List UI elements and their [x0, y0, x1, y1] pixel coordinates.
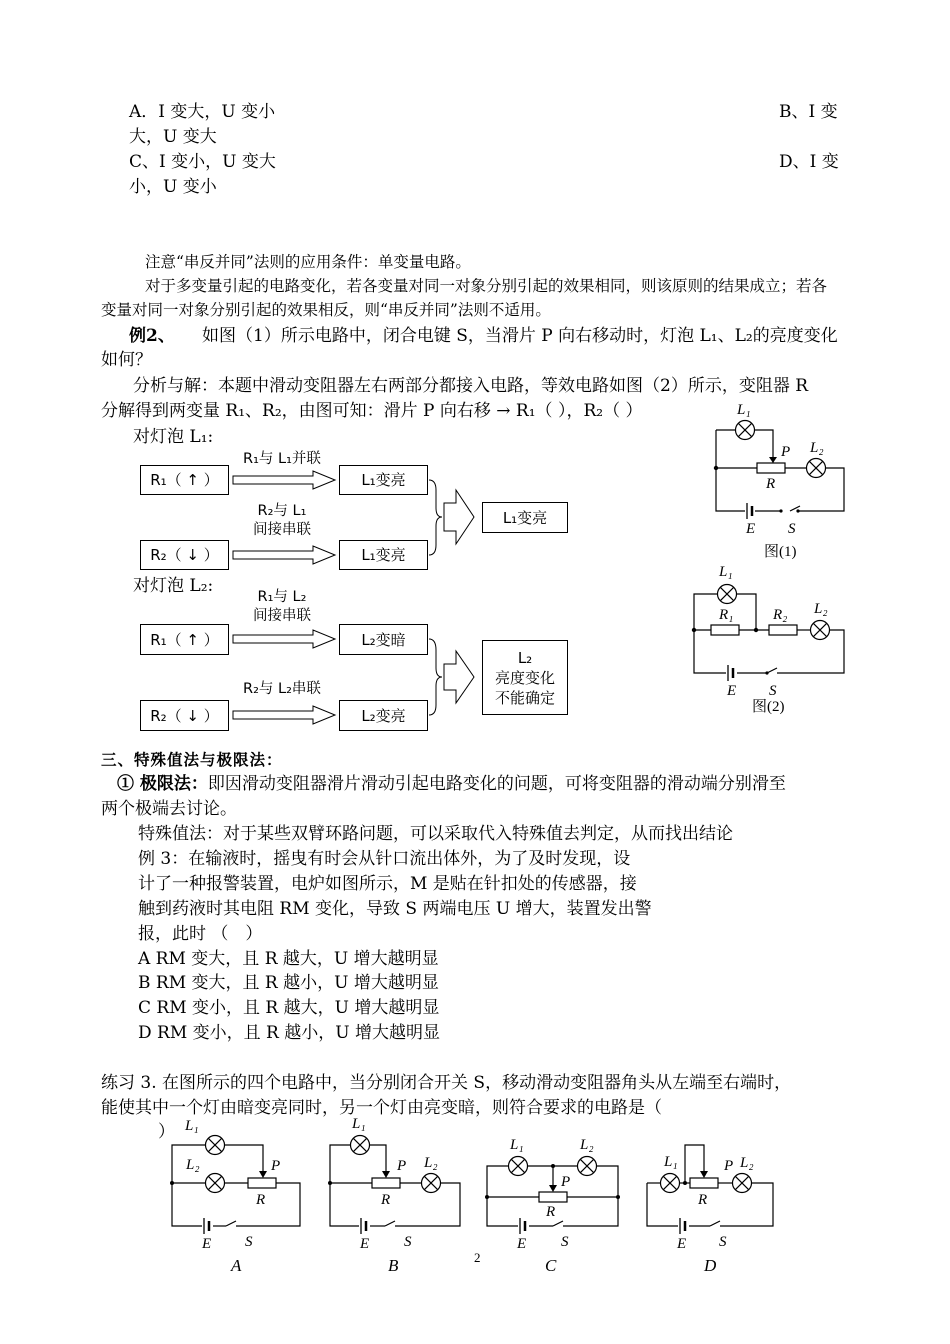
- circuit-a-caption: A: [231, 1256, 242, 1275]
- option-c: C、I 变小，U 变大: [129, 152, 276, 172]
- flow-l2-final-line3: 不能确定: [494, 688, 555, 707]
- fig2-label-r1: R₁: [719, 607, 734, 623]
- example3-option-d: D RM 变小，且 R 越小，U 增大越明显: [138, 1023, 440, 1043]
- circuit-d-label-l2: L₂: [740, 1155, 754, 1171]
- option-b-tail: 大，U 变大: [129, 127, 217, 147]
- option-b-head: B、I 变: [779, 102, 838, 122]
- circuit-b-label-l2: L₂: [424, 1155, 438, 1171]
- note-line3: 变量对同一对象分别引起的效果相反，则“串反并同”法则不适用。: [101, 301, 551, 319]
- option-d-tail: 小，U 变小: [129, 177, 217, 197]
- flow-l2-r1-label1: R₁与 L₂: [257, 589, 307, 605]
- circuit-b-label-p: P: [397, 1158, 407, 1174]
- fig1-label-l1: L₁: [737, 402, 751, 418]
- example3-line3: 触到药液时其电阻 RM 变化，导致 S 两端电压 U 增大，装置发出警: [138, 899, 652, 919]
- flow-l1-final: L₁变亮: [482, 502, 568, 533]
- circuit-d-battery: [680, 1218, 685, 1234]
- flow-l1-r2-result: L₁变亮: [339, 540, 428, 570]
- example3-option-b: B RM 变大，且 R 越小，U 增大越明显: [138, 973, 439, 993]
- fig1-label-e: E: [746, 521, 756, 537]
- circuit-c-label-r: R: [546, 1204, 556, 1220]
- circuit-a-lamp-l1: [206, 1136, 225, 1155]
- circuit-c-label-e: E: [517, 1236, 527, 1252]
- circuit-d-label-l1: L₁: [664, 1154, 678, 1170]
- page-number: 2: [474, 1250, 481, 1265]
- flow-l2-r2-label: R₂与 L₂串联: [243, 681, 321, 697]
- section3-heading: 三、特殊值法与极限法：: [101, 750, 283, 769]
- example3-line1: 例 3：在输液时，摇曳有时会从针口流出体外，为了及时发现，设: [138, 849, 631, 869]
- circuit-c-rheostat: [539, 1192, 567, 1202]
- flow-l1-r1-box: R₁（ ↑ ）: [140, 465, 229, 495]
- flow-l2-r1-box: R₁（ ↑ ）: [140, 624, 229, 655]
- analysis-line1: 分析与解：本题中滑动变阻器左右两部分都接入电路，等效电路如图（2）所示，变阻器 R: [133, 376, 809, 396]
- fig1-label-s: S: [788, 521, 796, 537]
- circuit-a-rheostat: [248, 1178, 276, 1188]
- flow-l1-r1-result: L₁变亮: [339, 465, 428, 495]
- circuit-b-lamp-l1: [351, 1136, 370, 1155]
- fig2-label-e: E: [727, 683, 737, 699]
- circuit-b-battery: [361, 1218, 366, 1234]
- circuit-c-label-s: S: [561, 1234, 569, 1250]
- circuit-b-lamp-l2: [422, 1174, 441, 1193]
- circuit-a-label-p: P: [271, 1158, 281, 1174]
- circuit-d-label-r: R: [698, 1192, 708, 1208]
- fig2-label-s: S: [769, 683, 777, 699]
- flow-l2-final-line1: L₂: [517, 648, 533, 667]
- example3-line4: 报，此时 （ ）: [138, 924, 263, 944]
- fig2-label-l2: L₂: [814, 601, 828, 617]
- flow-l1-r2-label1: R₂与 L₁: [257, 503, 307, 519]
- example3-line2: 计了一种报警装置，电炉如图所示，M 是贴在针扣处的传感器，接: [138, 874, 637, 894]
- circuit-a-label-s: S: [245, 1234, 253, 1250]
- flow-l1-r1-arrow-label: R₁与 L₁并联: [243, 451, 321, 467]
- circuit-b-label-r: R: [381, 1192, 391, 1208]
- note-line1: 注意“串反并同”法则的应用条件：单变量电路。: [145, 253, 471, 271]
- circuit-b-label-e: E: [360, 1236, 370, 1252]
- analysis-line2: 分解得到两变量 R₁、R₂，由图可知：滑片 P 向右移 → R₁（ ），R₂（ ）: [101, 401, 643, 421]
- limit-method-label: ① 极限法：: [117, 774, 208, 794]
- circuit-c-lamp-l2: [578, 1157, 597, 1176]
- circuit-a-label-r: R: [256, 1192, 266, 1208]
- circuit-b-label-s: S: [404, 1234, 412, 1250]
- practice3-line1: 练习 3. 在图所示的四个电路中，当分别闭合开关 S，移动滑动变阻器角头从左端至右端时，: [101, 1073, 792, 1093]
- flow-l2-r2-box: R₂（ ↓ ）: [140, 700, 229, 731]
- fig1-caption: 图(1): [764, 544, 797, 560]
- limit-method-line2: 两个极端去讨论。: [101, 799, 237, 819]
- circuit-a-label-l1: L₁: [185, 1118, 199, 1134]
- special-value-method: 特殊值法：对于某些双臂环路问题，可以采取代入特殊值去判定，从而找出结论: [138, 824, 733, 844]
- circuit-b-label-l1: L₁: [352, 1116, 366, 1132]
- limit-method-text: 即因滑动变阻器滑片滑动引起电路变化的问题，可将变阻器的滑动端分别滑至: [207, 774, 786, 794]
- circuit-c-battery: [520, 1218, 525, 1234]
- circuit-d-lamp-l2: [733, 1174, 752, 1193]
- flow-l2-r1-result: L₂变暗: [339, 624, 428, 655]
- fig1-label-p: P: [781, 444, 791, 460]
- flow-l2-final-line2: 亮度变化: [494, 668, 555, 687]
- practice3-line2: 能使其中一个灯由暗变亮同时，另一个灯由亮变暗，则符合要求的电路是（: [101, 1098, 662, 1118]
- fig1-label-l2: L₂: [810, 440, 824, 456]
- for-lamp-l2: 对灯泡 L₂:: [133, 576, 214, 596]
- flow-l2-r2-result: L₂变亮: [339, 700, 428, 731]
- circuit-b-caption: B: [388, 1256, 399, 1275]
- note-line2: 对于多变量引起的电路变化，若各变量对同一对象分别引起的效果相同，则该原则的结果成立；若各: [145, 277, 828, 295]
- circuit-a-battery: [204, 1218, 209, 1234]
- example2-label: 例2、: [129, 326, 175, 346]
- circuit-c-caption: C: [545, 1256, 557, 1275]
- for-lamp-l1: 对灯泡 L₁:: [133, 427, 214, 447]
- circuit-d-rheostat: [690, 1178, 718, 1188]
- circuit-d-label-s: S: [719, 1234, 727, 1250]
- circuit-a-label-e: E: [202, 1236, 212, 1252]
- circuit-c-lamp-l1: [509, 1157, 528, 1176]
- circuit-d-lamp-l1: [661, 1174, 680, 1193]
- flow-l1-r2-label2: 间接串联: [253, 522, 311, 538]
- circuit-c-label-l2: L₂: [580, 1137, 594, 1153]
- option-d-head: D、I 变: [779, 152, 839, 172]
- fig2-label-r2: R₂: [773, 607, 788, 623]
- example3-option-c: C RM 变小，且 R 越大，U 增大越明显: [138, 998, 440, 1018]
- example3-option-a: A RM 变大，且 R 越大，U 增大越明显: [138, 949, 439, 969]
- flow-l1-r2-box: R₂（ ↓ ）: [140, 540, 229, 570]
- fig2-label-l1: L₁: [719, 564, 733, 580]
- circuit-a-label-l2: L₂: [186, 1157, 200, 1173]
- circuit-a-lamp-l2: [206, 1174, 225, 1193]
- fig1-label-r: R: [766, 476, 776, 492]
- flow-l2-r1-label2: 间接串联: [253, 608, 311, 624]
- fig2-caption: 图(2): [752, 699, 785, 715]
- option-a: A．I 变大，U 变小: [129, 102, 276, 122]
- circuit-d-caption: D: [704, 1256, 717, 1275]
- circuit-c-label-l1: L₁: [510, 1137, 524, 1153]
- circuit-d-label-p: P: [724, 1158, 734, 1174]
- circuit-b-rheostat: [372, 1178, 400, 1188]
- circuit-d-label-e: E: [677, 1236, 687, 1252]
- circuit-c-label-p: P: [561, 1174, 571, 1190]
- example2-line1: 如图（1）所示电路中，闭合电键 S，当滑片 P 向右移动时，灯泡 L₁、L₂的亮度变化: [202, 326, 838, 346]
- example2-line2: 如何？: [101, 350, 152, 370]
- practice3-line3: ）: [158, 1122, 175, 1142]
